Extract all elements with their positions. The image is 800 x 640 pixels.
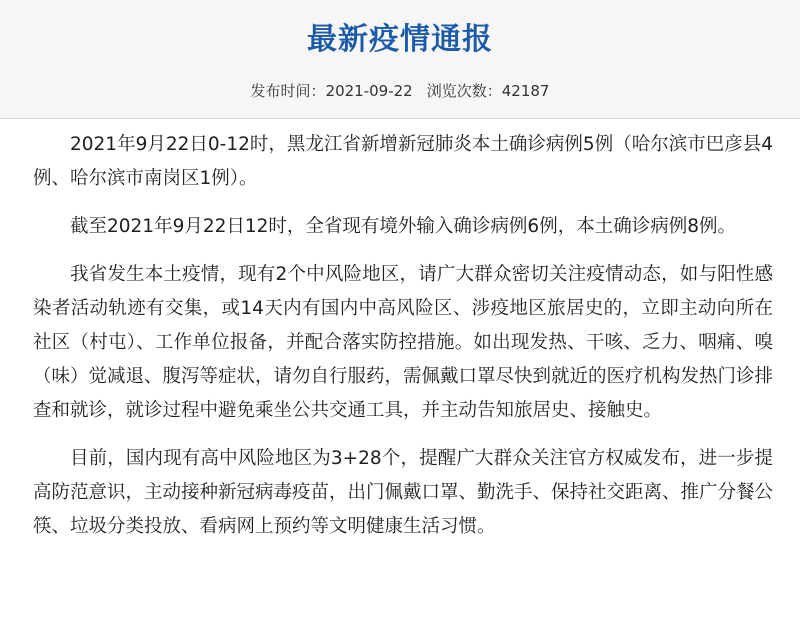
- paragraph-prevention-advice: 目前，国内现有高中风险地区为3+28个，提醒广大群众关注官方权威发布，进一步提高防范意识，主动接种新冠病毒疫苗，出门佩戴口罩、勤洗手、保持社交距离、推广分餐公筷、垃圾分类投放、看病网上预约等文明健康生活习惯。: [33, 448, 774, 537]
- article-body: [33, 128, 773, 558]
- article-header: [0, 0, 800, 119]
- view-count-value: 42187: [501, 82, 550, 100]
- article-meta: [0, 80, 800, 101]
- article-title: 最新疫情通报: [307, 22, 493, 57]
- paragraph-risk-guidance: 我省发生本土疫情，现有2个中风险地区，请广大群众密切关注疫情动态，如与阳性感染者活动轨迹有交集，或14天内有国内中高风险区、涉疫地区旅居史的，立即主动向所在社区（村屯）、工作单位报备，并配合落实防控措施。如出现发热、干咳、乏力、咽痛、嗅（味）觉减退、腹泻等症状，请勿自行服药，需佩戴口罩尽快到就近的医疗机构发热门诊排查和就诊，就诊过程中避免乘坐公共交通工具，并主动告知旅居史、接触史。: [33, 264, 774, 421]
- paragraph-current-cases: 截至2021年9月22日12时，全省现有境外输入确诊病例6例，本土确诊病例8例。: [70, 216, 736, 237]
- paragraph-new-cases: 2021年9月22日0-12时，黑龙江省新增新冠肺炎本土确诊病例5例（哈尔滨市巴彦县4例、哈尔滨市南岗区1例）。: [33, 134, 773, 189]
- view-count-label: 浏览次数：: [426, 82, 502, 100]
- publish-time-label: 发布时间：: [250, 82, 326, 100]
- publish-time-value: 2021-09-22: [325, 82, 413, 100]
